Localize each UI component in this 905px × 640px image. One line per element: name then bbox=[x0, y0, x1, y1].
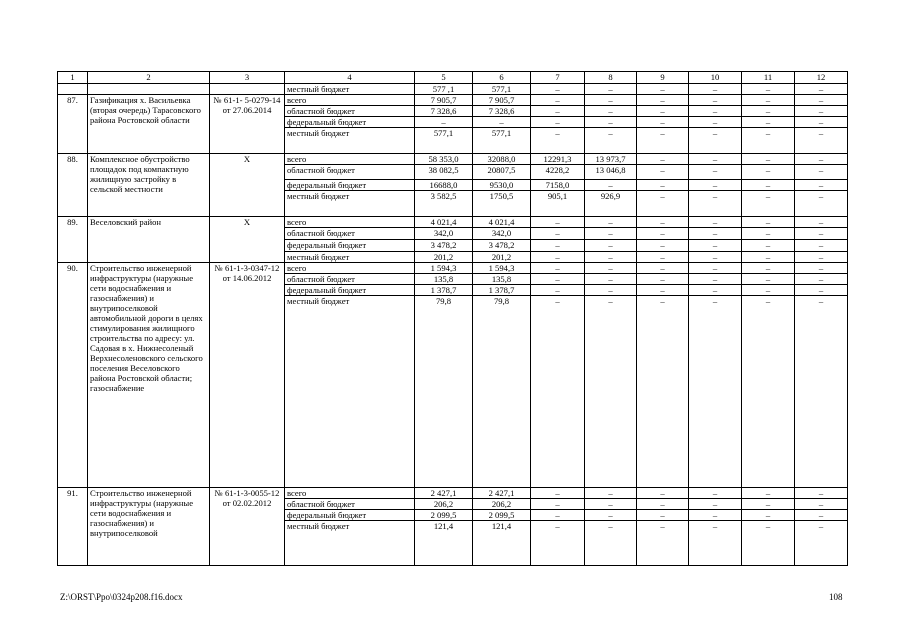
entry-number: 87. bbox=[58, 95, 88, 154]
column-header: 2 bbox=[88, 72, 210, 84]
budget-label: федеральный бюджет bbox=[285, 510, 415, 521]
budget-label: местный бюджет bbox=[285, 191, 415, 217]
value-cell: 577,1 bbox=[473, 84, 531, 95]
value-cell: – bbox=[689, 285, 742, 296]
value-cell: 3 478,2 bbox=[473, 240, 531, 252]
value-cell: – bbox=[742, 296, 795, 488]
value-cell: – bbox=[531, 117, 585, 128]
value-cell: – bbox=[795, 154, 848, 165]
value-cell: – bbox=[795, 252, 848, 263]
budget-label: местный бюджет bbox=[285, 84, 415, 95]
budget-label: областной бюджет bbox=[285, 165, 415, 180]
value-cell: – bbox=[742, 488, 795, 499]
value-cell: – bbox=[531, 285, 585, 296]
value-cell: – bbox=[531, 228, 585, 240]
value-cell: – bbox=[531, 106, 585, 117]
value-cell: – bbox=[742, 510, 795, 521]
value-cell: 1 594,3 bbox=[473, 263, 531, 274]
column-header: 1 bbox=[58, 72, 88, 84]
entry-doc: № 61-1-3-0347-12 от 14.06.2012 bbox=[210, 263, 285, 488]
value-cell: – bbox=[637, 165, 689, 180]
value-cell: – bbox=[795, 510, 848, 521]
value-cell: – bbox=[585, 128, 637, 154]
entry-doc: № 61-1-3-0055-12 от 02.02.2012 bbox=[210, 488, 285, 566]
value-cell: – bbox=[795, 106, 848, 117]
value-cell: – bbox=[689, 180, 742, 191]
value-cell: 1750,5 bbox=[473, 191, 531, 217]
value-cell: 13 046,8 bbox=[585, 165, 637, 180]
value-cell: – bbox=[585, 285, 637, 296]
value-cell: – bbox=[531, 84, 585, 95]
value-cell: 1 378,7 bbox=[473, 285, 531, 296]
value-cell: – bbox=[637, 274, 689, 285]
table-row bbox=[58, 95, 848, 106]
value-cell: 79,8 bbox=[473, 296, 531, 488]
value-cell: – bbox=[742, 165, 795, 180]
value-cell: – bbox=[585, 180, 637, 191]
value-cell: – bbox=[585, 217, 637, 228]
value-cell: 206,2 bbox=[415, 499, 473, 510]
value-cell: – bbox=[689, 252, 742, 263]
budget-label: федеральный бюджет bbox=[285, 117, 415, 128]
value-cell: – bbox=[742, 117, 795, 128]
column-header: 9 bbox=[637, 72, 689, 84]
value-cell: – bbox=[637, 154, 689, 165]
value-cell: – bbox=[637, 180, 689, 191]
value-cell: – bbox=[637, 488, 689, 499]
value-cell: – bbox=[742, 180, 795, 191]
budget-table bbox=[57, 71, 848, 566]
value-cell: 12291,3 bbox=[531, 154, 585, 165]
budget-label: всего bbox=[285, 95, 415, 106]
value-cell: 577 ,1 bbox=[415, 84, 473, 95]
value-cell: 32088,0 bbox=[473, 154, 531, 165]
value-cell: – bbox=[585, 117, 637, 128]
budget-label: местный бюджет bbox=[285, 296, 415, 488]
budget-label: федеральный бюджет bbox=[285, 285, 415, 296]
carry-over-row bbox=[58, 84, 848, 95]
value-cell: 4 021,4 bbox=[473, 217, 531, 228]
value-cell: – bbox=[742, 240, 795, 252]
value-cell: – bbox=[531, 95, 585, 106]
value-cell: 2 099,5 bbox=[415, 510, 473, 521]
value-cell: – bbox=[795, 274, 848, 285]
table-row bbox=[58, 217, 848, 228]
value-cell: – bbox=[585, 228, 637, 240]
value-cell: – bbox=[689, 95, 742, 106]
value-cell: 4228,2 bbox=[531, 165, 585, 180]
value-cell: – bbox=[689, 165, 742, 180]
value-cell: – bbox=[585, 521, 637, 566]
column-header: 11 bbox=[742, 72, 795, 84]
budget-label: всего bbox=[285, 488, 415, 499]
value-cell: – bbox=[585, 499, 637, 510]
column-header: 10 bbox=[689, 72, 742, 84]
value-cell: – bbox=[689, 499, 742, 510]
entry-name: Строительство инженерной инфраструктуры (наружные сети водоснабжения и газоснабжения) и внутрипоселковой автомобильной дороги в целях стимулирования жилищного строительства по адресу: ул. Садовая в х. Нижнесоленый Верхнесоленовского сельского поселения Веселовского района Ростовской области; газоснабжение bbox=[88, 263, 210, 488]
entry-number: 90. bbox=[58, 263, 88, 488]
table-row bbox=[58, 488, 848, 499]
budget-label: всего bbox=[285, 263, 415, 274]
value-cell: – bbox=[585, 106, 637, 117]
value-cell: – bbox=[637, 117, 689, 128]
value-cell: 2 427,1 bbox=[473, 488, 531, 499]
value-cell: 79,8 bbox=[415, 296, 473, 488]
value-cell: – bbox=[531, 252, 585, 263]
value-cell: – bbox=[637, 240, 689, 252]
value-cell: 3 478,2 bbox=[415, 240, 473, 252]
value-cell: – bbox=[742, 95, 795, 106]
table-body bbox=[58, 72, 848, 566]
value-cell: – bbox=[795, 117, 848, 128]
value-cell: 201,2 bbox=[415, 252, 473, 263]
entry-name: Газификация х. Васильевка (вторая очередь) Тарасовского района Ростовской области bbox=[88, 95, 210, 154]
value-cell: – bbox=[637, 217, 689, 228]
value-cell: – bbox=[689, 117, 742, 128]
budget-label: федеральный бюджет bbox=[285, 240, 415, 252]
value-cell: – bbox=[637, 191, 689, 217]
value-cell: 4 021,4 bbox=[415, 217, 473, 228]
value-cell: – bbox=[742, 252, 795, 263]
value-cell: – bbox=[795, 191, 848, 217]
column-header: 12 bbox=[795, 72, 848, 84]
value-cell: – bbox=[795, 296, 848, 488]
value-cell: – bbox=[637, 296, 689, 488]
value-cell: 2 099,5 bbox=[473, 510, 531, 521]
entry-name: Строительство инженерной инфраструктуры (наружные сети водоснабжения и газоснабжения) и внутрипоселковой bbox=[88, 488, 210, 566]
value-cell: – bbox=[742, 499, 795, 510]
value-cell: – bbox=[637, 84, 689, 95]
budget-label: всего bbox=[285, 217, 415, 228]
value-cell: 7 328,6 bbox=[415, 106, 473, 117]
value-cell: – bbox=[585, 274, 637, 285]
value-cell: – bbox=[531, 128, 585, 154]
value-cell: – bbox=[689, 274, 742, 285]
budget-label: областной бюджет bbox=[285, 499, 415, 510]
budget-label: областной бюджет bbox=[285, 274, 415, 285]
value-cell: 121,4 bbox=[473, 521, 531, 566]
value-cell: – bbox=[531, 296, 585, 488]
value-cell: – bbox=[742, 263, 795, 274]
value-cell: 135,8 bbox=[415, 274, 473, 285]
value-cell: – bbox=[742, 217, 795, 228]
value-cell: – bbox=[637, 128, 689, 154]
budget-label: местный бюджет bbox=[285, 128, 415, 154]
header-row bbox=[58, 72, 848, 84]
entry-number: 88. bbox=[58, 154, 88, 217]
value-cell: – bbox=[415, 117, 473, 128]
column-header: 5 bbox=[415, 72, 473, 84]
value-cell: 1 594,3 bbox=[415, 263, 473, 274]
entry-doc: Х bbox=[210, 217, 285, 263]
value-cell: 13 973,7 bbox=[585, 154, 637, 165]
value-cell: – bbox=[585, 510, 637, 521]
value-cell: – bbox=[531, 488, 585, 499]
column-header: 6 bbox=[473, 72, 531, 84]
value-cell: – bbox=[742, 84, 795, 95]
value-cell: – bbox=[689, 154, 742, 165]
value-cell: 2 427,1 bbox=[415, 488, 473, 499]
value-cell: – bbox=[689, 106, 742, 117]
entry-number: 91. bbox=[58, 488, 88, 566]
value-cell: – bbox=[637, 510, 689, 521]
value-cell: – bbox=[531, 240, 585, 252]
value-cell: – bbox=[637, 228, 689, 240]
table-row bbox=[58, 263, 848, 274]
value-cell: 577,1 bbox=[473, 128, 531, 154]
column-header: 7 bbox=[531, 72, 585, 84]
value-cell: – bbox=[689, 296, 742, 488]
value-cell: – bbox=[689, 217, 742, 228]
value-cell: 7 328,6 bbox=[473, 106, 531, 117]
value-cell: – bbox=[742, 128, 795, 154]
value-cell: 206,2 bbox=[473, 499, 531, 510]
value-cell: 201,2 bbox=[473, 252, 531, 263]
value-cell: – bbox=[585, 296, 637, 488]
value-cell: 135,8 bbox=[473, 274, 531, 285]
value-cell: 20807,5 bbox=[473, 165, 531, 180]
value-cell: – bbox=[585, 263, 637, 274]
budget-label: областной бюджет bbox=[285, 228, 415, 240]
value-cell: – bbox=[531, 521, 585, 566]
column-header: 8 bbox=[585, 72, 637, 84]
value-cell: – bbox=[795, 84, 848, 95]
column-header: 3 bbox=[210, 72, 285, 84]
value-cell: – bbox=[689, 488, 742, 499]
value-cell: 7158,0 bbox=[531, 180, 585, 191]
value-cell: – bbox=[795, 165, 848, 180]
value-cell: – bbox=[689, 510, 742, 521]
value-cell: – bbox=[742, 228, 795, 240]
value-cell: – bbox=[689, 240, 742, 252]
value-cell: – bbox=[795, 95, 848, 106]
value-cell: 926,9 bbox=[585, 191, 637, 217]
value-cell: – bbox=[585, 488, 637, 499]
value-cell: – bbox=[689, 128, 742, 154]
footer-file-path: Z:\ORST\Ppo\0324p208.f16.docx bbox=[60, 592, 183, 602]
value-cell: 577,1 bbox=[415, 128, 473, 154]
value-cell: – bbox=[531, 510, 585, 521]
budget-label: местный бюджет bbox=[285, 521, 415, 566]
entry-name: Веселовский район bbox=[88, 217, 210, 263]
entry-name: Комплексное обустройство площадок под компактную жилищную застройку в сельской местности bbox=[88, 154, 210, 217]
value-cell: 3 582,5 bbox=[415, 191, 473, 217]
value-cell: – bbox=[689, 228, 742, 240]
value-cell: – bbox=[742, 154, 795, 165]
value-cell: – bbox=[742, 285, 795, 296]
value-cell: – bbox=[689, 191, 742, 217]
value-cell: – bbox=[742, 274, 795, 285]
value-cell: 7 905,7 bbox=[415, 95, 473, 106]
value-cell: – bbox=[637, 285, 689, 296]
budget-label: местный бюджет bbox=[285, 252, 415, 263]
value-cell: – bbox=[637, 521, 689, 566]
value-cell: – bbox=[585, 252, 637, 263]
value-cell: – bbox=[795, 263, 848, 274]
value-cell: 58 353,0 bbox=[415, 154, 473, 165]
value-cell: 9530,0 bbox=[473, 180, 531, 191]
value-cell: – bbox=[585, 84, 637, 95]
value-cell: – bbox=[742, 521, 795, 566]
value-cell: – bbox=[585, 240, 637, 252]
value-cell: – bbox=[689, 521, 742, 566]
value-cell: – bbox=[742, 191, 795, 217]
value-cell: – bbox=[531, 263, 585, 274]
value-cell: – bbox=[795, 228, 848, 240]
value-cell: – bbox=[531, 499, 585, 510]
value-cell: – bbox=[795, 488, 848, 499]
value-cell: – bbox=[531, 274, 585, 285]
value-cell: – bbox=[637, 252, 689, 263]
page-number: 108 bbox=[829, 592, 843, 602]
table-row bbox=[58, 154, 848, 165]
value-cell: – bbox=[531, 217, 585, 228]
value-cell: – bbox=[637, 95, 689, 106]
value-cell: – bbox=[637, 106, 689, 117]
value-cell: – bbox=[689, 84, 742, 95]
value-cell: – bbox=[637, 499, 689, 510]
value-cell: – bbox=[795, 128, 848, 154]
value-cell: – bbox=[585, 95, 637, 106]
value-cell: 7 905,7 bbox=[473, 95, 531, 106]
value-cell: – bbox=[795, 180, 848, 191]
budget-label: федеральный бюджет bbox=[285, 180, 415, 191]
value-cell: – bbox=[795, 499, 848, 510]
column-header: 4 bbox=[285, 72, 415, 84]
entry-doc: Х bbox=[210, 154, 285, 217]
budget-label: областной бюджет bbox=[285, 106, 415, 117]
value-cell: – bbox=[795, 240, 848, 252]
value-cell: 342,0 bbox=[415, 228, 473, 240]
value-cell: 16688,0 bbox=[415, 180, 473, 191]
value-cell: – bbox=[637, 263, 689, 274]
value-cell: 905,1 bbox=[531, 191, 585, 217]
entry-doc: № 61-1- 5-0279-14 от 27.06.2014 bbox=[210, 95, 285, 154]
entry-number: 89. bbox=[58, 217, 88, 263]
value-cell: – bbox=[795, 217, 848, 228]
value-cell: – bbox=[689, 263, 742, 274]
value-cell: 1 378,7 bbox=[415, 285, 473, 296]
value-cell: 342,0 bbox=[473, 228, 531, 240]
value-cell: – bbox=[795, 285, 848, 296]
value-cell: – bbox=[795, 521, 848, 566]
value-cell: – bbox=[742, 106, 795, 117]
value-cell: 121,4 bbox=[415, 521, 473, 566]
value-cell: 38 082,5 bbox=[415, 165, 473, 180]
budget-label: всего bbox=[285, 154, 415, 165]
value-cell: – bbox=[473, 117, 531, 128]
